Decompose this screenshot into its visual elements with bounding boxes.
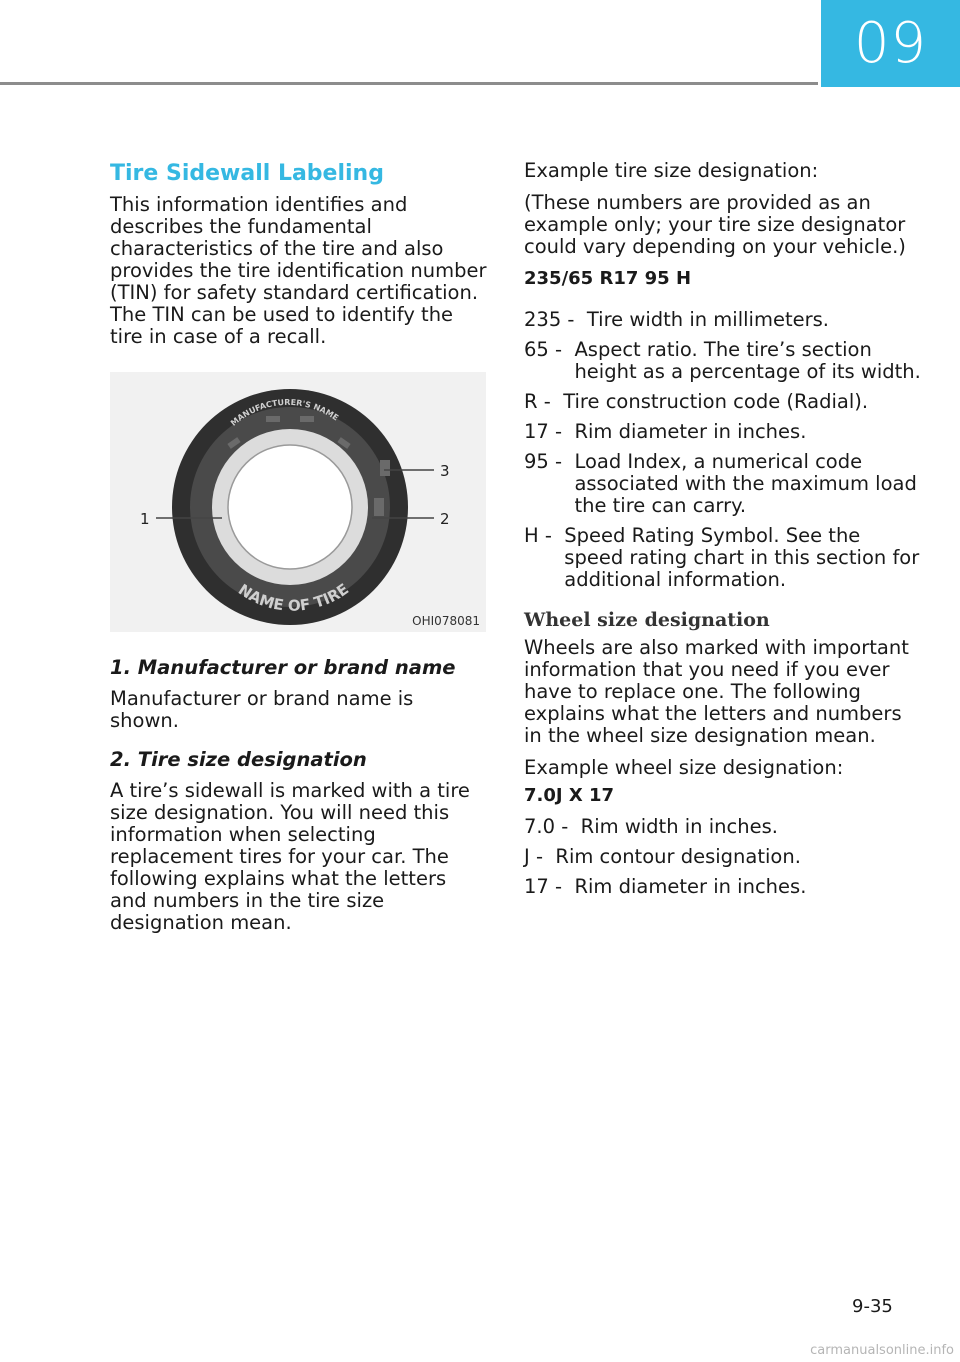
example-note: (These numbers are provided as an example only; your tire size designator could vary depending on your vehicle.) [524, 191, 906, 258]
tire-illustration [110, 372, 486, 632]
definition-key: R - [524, 390, 564, 413]
rim-center [228, 445, 352, 569]
definition-value: Load Index, a numerical code associated with the maximum load the tire can carry. [574, 450, 917, 517]
wheel-heading: Wheel size designation [524, 609, 770, 631]
item1-text: Manufacturer or brand name is shown. [110, 687, 414, 732]
wheel-definition-row [524, 816, 924, 838]
definition-value: Rim width in inches. [580, 815, 778, 838]
definition-key: H - [524, 524, 565, 547]
definition-value: Rim diameter in inches. [574, 875, 807, 898]
item1-heading: 1. Manufacturer or brand name [110, 656, 456, 679]
definition-value: Speed Rating Symbol. See the speed rating chart in this section for additional information. [564, 524, 920, 591]
definition-row [524, 309, 924, 331]
definition-key: 235 - [524, 308, 587, 331]
tire-top-text: MANUFACTURER'S NAME [228, 397, 341, 428]
wheel-example-label: Example wheel size designation: [524, 756, 844, 779]
figure-code: OHI078081 [412, 614, 480, 628]
tire-sidewall-figure [110, 372, 486, 632]
callout-3: 3 [440, 462, 450, 480]
intro-paragraph: This information identifies and describes the fundamental characteristics of the tire and also provides the tire identification number (TIN) for safety standard certification. The TIN can be used to identify the tire in case of a recall. [110, 193, 487, 348]
definition-key: J - [524, 845, 556, 868]
definition-row [524, 421, 924, 443]
definition-row [524, 525, 924, 591]
definition-value: Aspect ratio. The tire’s section height as a percentage of its width. [574, 338, 921, 383]
callout-2: 2 [440, 510, 450, 528]
definition-value: Tire width in millimeters. [586, 308, 829, 331]
tire-definitions [524, 309, 924, 591]
callout-1: 1 [140, 510, 150, 528]
header-rule [0, 82, 818, 85]
wheel-definition-row [524, 876, 924, 898]
wheel-definition-row [524, 846, 924, 868]
definition-key: 17 - [524, 875, 575, 898]
definition-row [524, 391, 924, 413]
page-number: 9-35 [852, 1296, 893, 1317]
definition-key: 65 - [524, 338, 575, 361]
definition-value: Rim diameter in inches. [574, 420, 807, 443]
definition-value: Rim contour designation. [555, 845, 801, 868]
right-column [524, 160, 924, 906]
definition-row [524, 451, 924, 517]
definition-row [524, 339, 924, 383]
left-column [110, 160, 488, 934]
definition-key: 95 - [524, 450, 575, 473]
chapter-tab: 09 [821, 0, 960, 87]
wheel-designation: 7.0J X 17 [524, 785, 615, 806]
example-label: Example tire size designation: [524, 159, 819, 182]
section-title: Tire Sidewall Labeling [110, 161, 384, 186]
wheel-definitions [524, 816, 924, 898]
tire-designation: 235/65 R17 95 H [524, 268, 692, 289]
definition-value: Tire construction code (Radial). [563, 390, 869, 413]
tire-bottom-text: NAME OF TIRE [235, 579, 352, 615]
item2-heading: 2. Tire size designation [110, 748, 367, 771]
definition-key: 7.0 - [524, 815, 581, 838]
wheel-text: Wheels are also marked with important information that you need if you ever have to replace one. The following explains what the letters and numbers in the wheel size designation mean. [524, 636, 909, 747]
definition-key: 17 - [524, 420, 575, 443]
item2-text: A tire’s sidewall is marked with a tire size designation. You will need this information when selecting replacement tires for your car. The following explains what the letters and numbers in the tire size designation mean. [110, 779, 470, 934]
watermark: carmanualsonline.info [810, 1343, 954, 1358]
